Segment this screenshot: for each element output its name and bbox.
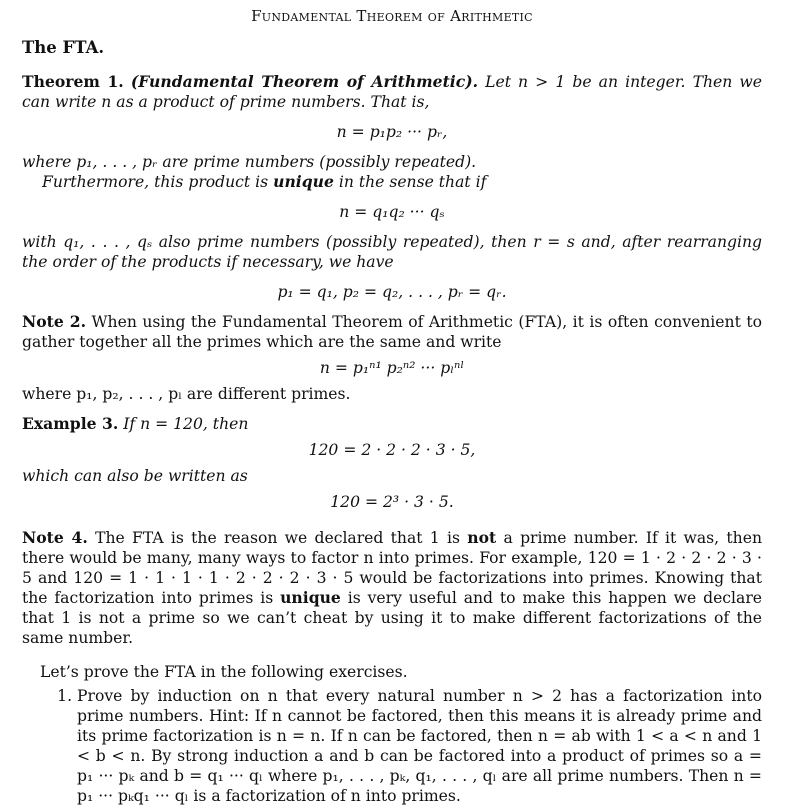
note-2 <box>22 312 762 404</box>
example-3-body: If n = 120, then <box>123 415 249 433</box>
theorem-1-text-2: where p₁, . . . , pᵣ are prime numbers (possibly repeated). <box>22 153 477 171</box>
note-2-text-2: where p₁, p₂, . . . , pₗ are different primes. <box>22 385 351 403</box>
note-4-label: Note 4. <box>22 528 88 547</box>
note-4-text-c: is very useful and to make this happen we declare that 1 is not a prime so we can’t cheat by using it to make different factorizations of the same number. <box>22 589 762 647</box>
note-2-equation: n = p₁ⁿ¹ p₂ⁿ² ··· pₗⁿˡ <box>319 359 465 377</box>
example-3-equation-2: 120 = 2³ · 3 · 5. <box>330 493 454 511</box>
note-4 <box>22 528 762 648</box>
note-4-text-a: The FTA is the reason we declared that 1 is <box>95 529 460 547</box>
theorem-1-statement <box>22 72 762 112</box>
note-2-text-1 <box>22 312 762 352</box>
theorem-1-text-1: Let n > 1 be an integer. Then we can write n as a product of prime numbers. That is, <box>22 73 762 111</box>
exercises-lead: Let’s prove the FTA in the following exercises. <box>40 663 408 681</box>
note-4-unique-bold: unique <box>280 588 341 607</box>
section-title: The FTA. <box>22 38 105 57</box>
note-4-text-b: a prime number. If it was, then there would be many, many ways to factor n into primes. For example, 120 = 1 · 2 · 2 · 2 · 3 · 5 and 120 = 1 · 1 · 1 · 1 · 2 · 2 · 2 · 3 · 5 would be factorizations into primes. Knowing that the factorization into primes is <box>22 529 762 607</box>
theorem-1-name: (Fundamental Theorem of Arithmetic). <box>130 72 479 91</box>
note-2-label: Note 2. <box>22 312 87 331</box>
exercise-item-1: 1. Prove by induction on n that every natural number n > 2 has a factorization into prime numbers. Hint: If n cannot be factored, then this means it is already prime and its prime factorization is n = n. If n can be factored, then n = ab with 1 < a < n and 1 < b < n. By strong induction a and b can be factored into a product of primes so a = p₁ ··· pₖ and b = q₁ ··· qₗ where p₁, . . . , pₖ, q₁, . . . , qₗ are all prime numbers. Then n = p₁ ··· pₖq₁ ··· qₗ is a factorization of n into primes. <box>77 686 762 806</box>
theorem-1-text-3 <box>22 172 762 192</box>
theorem-1-equation-3: p₁ = q₁, p₂ = q₂, . . . , pᵣ = qᵣ. <box>277 283 507 301</box>
theorem-1-equation-1: n = p₁p₂ ··· pᵣ, <box>336 123 448 141</box>
running-head: Fundamental Theorem of Arithmetic <box>251 7 533 25</box>
note-4-not-bold: not <box>467 528 497 547</box>
example-3 <box>22 414 762 512</box>
theorem-1-label: Theorem 1. <box>22 72 124 91</box>
example-3-text-1 <box>22 414 762 434</box>
exercise-list <box>22 686 762 806</box>
document-page <box>22 6 762 806</box>
theorem-1-text-3b: in the sense that if <box>338 173 487 191</box>
theorem-1-text-3a: Furthermore, this product is <box>42 173 269 191</box>
note-2-body: When using the Fundamental Theorem of Arithmetic (FTA), it is often convenient to gather together all the primes which are the same and write <box>22 313 762 351</box>
example-3-equation-1: 120 = 2 · 2 · 2 · 3 · 5, <box>308 441 476 459</box>
example-3-label: Example 3. <box>22 414 119 433</box>
theorem-1-equation-2: n = q₁q₂ ··· qₛ <box>339 203 445 221</box>
theorem-1 <box>22 72 762 302</box>
theorem-1-text-4: with q₁, . . . , qₛ also prime numbers (possibly repeated), then r = s and, after rearranging the order of the products if necessary, we have <box>22 233 762 271</box>
example-3-text-2: which can also be written as <box>22 467 248 485</box>
theorem-1-unique-bold: unique <box>273 172 334 191</box>
